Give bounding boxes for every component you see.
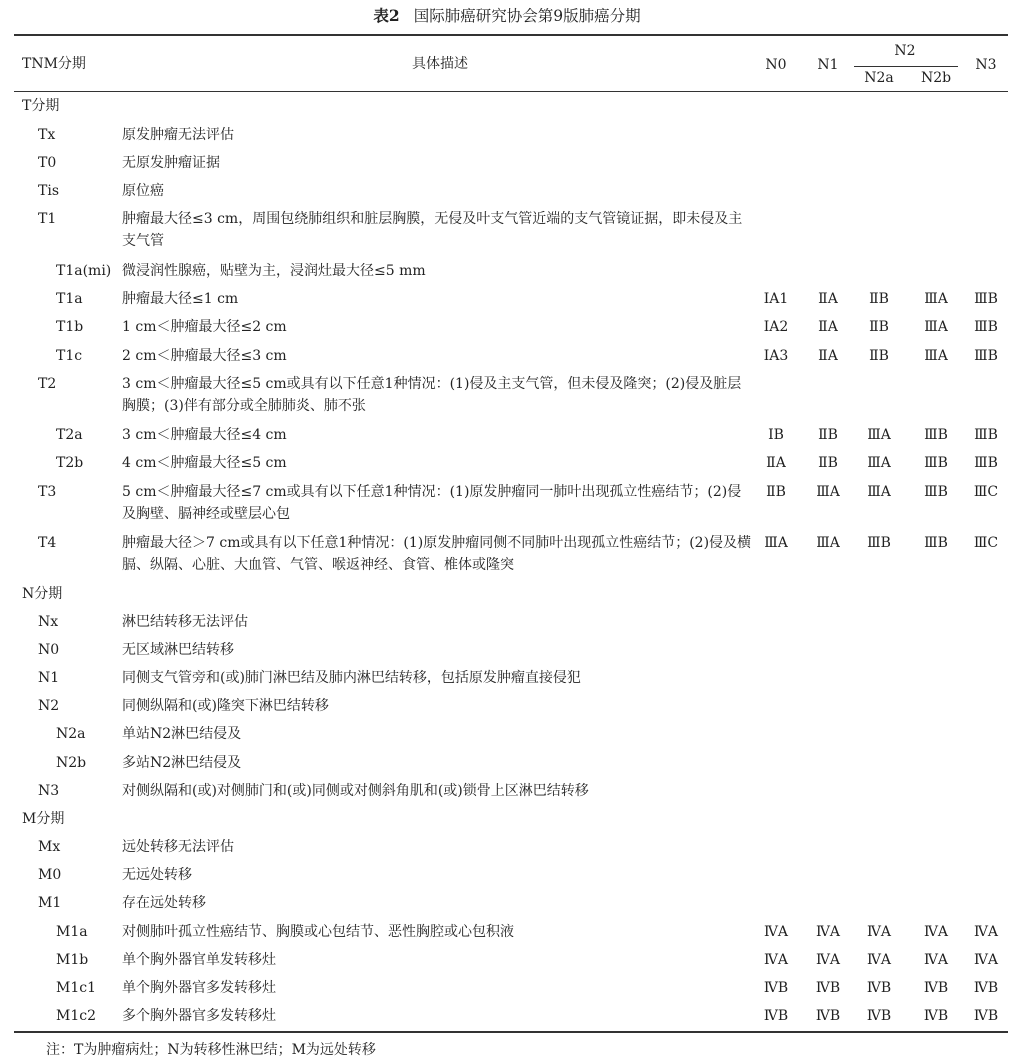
stage-cell-n3: ⅢB	[974, 319, 998, 335]
stage-description: 多个胸外器官多发转移灶	[122, 1008, 276, 1024]
header-rule	[14, 91, 1008, 92]
table-number: 表2	[373, 6, 400, 25]
stage-description: 3 cm＜肿瘤最大径≤4 cm	[122, 427, 287, 443]
stage-cell-n1: ⅣA	[815, 924, 841, 940]
stage-cell-n2a: ⅡB	[869, 348, 889, 364]
stage-cell-n2a: ⅢA	[867, 427, 891, 443]
stage-cell-n0: ⅣA	[763, 924, 789, 940]
n2-subheader-rule	[854, 66, 958, 67]
stage-code: N2	[38, 698, 60, 714]
stage-cell-n2b: ⅣB	[923, 980, 949, 996]
stage-description: 原发肿瘤无法评估	[122, 127, 234, 143]
stage-description: 存在远处转移	[122, 895, 206, 911]
stage-code: Tis	[38, 183, 59, 199]
header-n0: N0	[765, 57, 787, 73]
stage-cell-n2a: ⅢA	[867, 455, 891, 471]
stage-code: N分期	[22, 586, 63, 602]
stage-cell-n1: ⅢA	[816, 484, 840, 500]
stage-cell-n1: ⅣB	[815, 980, 841, 996]
stage-code: T1	[38, 211, 57, 227]
header-n2: N2	[894, 43, 916, 59]
table-note: 注：T为肿瘤病灶；N为转移性淋巴结；M为远处转移	[46, 1042, 376, 1058]
stage-cell-n2a: ⅢA	[867, 484, 891, 500]
stage-cell-n0: ⅡB	[766, 484, 786, 500]
stage-cell-n3: ⅢB	[974, 455, 998, 471]
header-desc: 具体描述	[412, 56, 468, 72]
stage-description: 肿瘤最大径＞7 cm或具有以下任意1种情况：(1)原发肿瘤同侧不同肺叶出现孤立性癌结节；(2)侵及横膈、纵隔、心脏、大血管、气管、喉返神经、食管、椎体或隆突	[122, 535, 752, 573]
stage-code: T1c	[56, 348, 83, 364]
stage-cell-n1: ⅣA	[815, 952, 841, 968]
stage-cell-n3: ⅣB	[973, 980, 999, 996]
stage-code: M1	[38, 895, 62, 911]
stage-code: T4	[38, 535, 57, 551]
header-n2b: N2b	[920, 70, 952, 86]
stage-cell-n3: ⅢB	[974, 427, 998, 443]
top-rule	[14, 34, 1008, 36]
stage-cell-n2b: ⅢA	[924, 291, 948, 307]
stage-cell-n1: ⅡB	[818, 427, 838, 443]
stage-description: 2 cm＜肿瘤最大径≤3 cm	[122, 348, 287, 364]
stage-description: 对侧纵隔和(或)对侧肺门和(或)同侧或对侧斜角肌和(或)锁骨上区淋巴结转移	[122, 783, 589, 799]
stage-code: N2a	[56, 726, 86, 742]
stage-cell-n0: ⅠA3	[763, 348, 789, 364]
stage-cell-n3: ⅢB	[974, 291, 998, 307]
stage-cell-n3: ⅢC	[973, 484, 999, 500]
stage-code: T2b	[56, 455, 84, 471]
stage-description: 单个胸外器官多发转移灶	[122, 980, 276, 996]
stage-description: 原位癌	[122, 183, 164, 199]
stage-description: 3 cm＜肿瘤最大径≤5 cm或具有以下任意1种情况：(1)侵及主支气管，但未侵及隆突；(2)侵及脏层胸膜；(3)伴有部分或全肺肺炎、肺不张	[122, 376, 742, 414]
stage-cell-n0: ⅣB	[763, 1008, 789, 1024]
stage-cell-n2b: ⅢB	[924, 455, 948, 471]
header-n2a: N2a	[864, 70, 894, 86]
stage-cell-n1: ⅡB	[818, 455, 838, 471]
stage-code: T2a	[56, 427, 83, 443]
stage-code: Mx	[38, 839, 61, 855]
stage-description: 肿瘤最大径≤3 cm，周围包绕肺组织和脏层胸膜，无侵及叶支气管近端的支气管镜证据，即未侵及主支气管	[122, 211, 743, 249]
stage-code: T1a(mi)	[56, 263, 112, 279]
stage-cell-n1: ⅡA	[818, 348, 838, 364]
stage-cell-n2b: ⅣB	[923, 1008, 949, 1024]
stage-code: T2	[38, 376, 57, 392]
stage-cell-n0: ⅣB	[763, 980, 789, 996]
stage-cell-n2a: ⅣB	[866, 980, 892, 996]
stage-cell-n2a: ⅣA	[866, 924, 892, 940]
stage-description: 无区域淋巴结转移	[122, 642, 234, 658]
stage-cell-n2b: ⅢB	[924, 484, 948, 500]
stage-description: 同侧支气管旁和(或)肺门淋巴结及肺内淋巴结转移，包括原发肿瘤直接侵犯	[122, 670, 581, 686]
stage-cell-n2a: ⅡB	[869, 291, 889, 307]
stage-code: T3	[38, 484, 57, 500]
table-title	[0, 6, 1014, 26]
stage-code: M1b	[56, 952, 89, 968]
header-n3: N3	[975, 57, 997, 73]
stage-cell-n0: ⅠA1	[763, 291, 789, 307]
stage-code: N3	[38, 783, 60, 799]
stage-description: 1 cm＜肿瘤最大径≤2 cm	[122, 319, 287, 335]
stage-cell-n2b: ⅢA	[924, 348, 948, 364]
bottom-rule	[14, 1031, 1008, 1033]
stage-code: N2b	[56, 755, 87, 771]
stage-code: M1a	[56, 924, 88, 940]
stage-code: T0	[38, 155, 57, 171]
stage-cell-n1: ⅢA	[816, 535, 840, 551]
stage-cell-n0: ⅠA2	[763, 319, 789, 335]
stage-description: 单个胸外器官单发转移灶	[122, 952, 276, 968]
stage-cell-n2b: ⅣA	[923, 924, 949, 940]
stage-code: Tx	[38, 127, 56, 143]
stage-description: 淋巴结转移无法评估	[122, 614, 248, 630]
header-tnm: TNM分期	[22, 56, 86, 72]
stage-description: 微浸润性腺癌，贴壁为主，浸润灶最大径≤5 mm	[122, 263, 426, 279]
stage-description: 对侧肺叶孤立性癌结节、胸膜或心包结节、恶性胸腔或心包积液	[122, 924, 514, 940]
stage-cell-n2a: ⅡB	[869, 319, 889, 335]
stage-cell-n3: ⅣB	[973, 1008, 999, 1024]
stage-description: 无远处转移	[122, 867, 192, 883]
stage-cell-n3: ⅣA	[973, 924, 999, 940]
stage-description: 5 cm＜肿瘤最大径≤7 cm或具有以下任意1种情况：(1)原发肿瘤同一肺叶出现孤立性癌结节；(2)侵及胸壁、膈神经或壁层心包	[122, 484, 742, 522]
stage-cell-n1: ⅣB	[815, 1008, 841, 1024]
stage-cell-n0: ⅠB	[768, 427, 784, 443]
stage-code: T1a	[56, 291, 83, 307]
table-caption: 国际肺癌研究协会第9版肺癌分期	[413, 7, 641, 25]
stage-cell-n2a: ⅣB	[866, 1008, 892, 1024]
stage-cell-n2b: ⅢB	[924, 535, 948, 551]
stage-code: M0	[38, 867, 62, 883]
stage-cell-n2a: ⅢB	[867, 535, 891, 551]
stage-description: 同侧纵隔和(或)隆突下淋巴结转移	[122, 698, 329, 714]
stage-description: 单站N2淋巴结侵及	[122, 726, 242, 742]
stage-code: M分期	[22, 811, 65, 827]
stage-description: 4 cm＜肿瘤最大径≤5 cm	[122, 455, 287, 471]
stage-cell-n1: ⅡA	[818, 291, 838, 307]
stage-cell-n2b: ⅣA	[923, 952, 949, 968]
stage-cell-n2b: ⅢA	[924, 319, 948, 335]
header-n1: N1	[817, 57, 839, 73]
stage-description: 远处转移无法评估	[122, 839, 234, 855]
stage-code: N0	[38, 642, 60, 658]
stage-code: T1b	[56, 319, 84, 335]
stage-description: 肿瘤最大径≤1 cm	[122, 291, 239, 307]
stage-cell-n1: ⅡA	[818, 319, 838, 335]
stage-description: 多站N2淋巴结侵及	[122, 755, 242, 771]
stage-code: M1c2	[56, 1008, 96, 1024]
stage-cell-n2b: ⅢB	[924, 427, 948, 443]
stage-cell-n3: ⅣA	[973, 952, 999, 968]
stage-code: M1c1	[56, 980, 96, 996]
stage-cell-n2a: ⅣA	[866, 952, 892, 968]
stage-code: T分期	[22, 98, 60, 114]
stage-cell-n0: ⅣA	[763, 952, 789, 968]
stage-cell-n0: ⅡA	[766, 455, 786, 471]
stage-code: N1	[38, 670, 60, 686]
stage-cell-n3: ⅢC	[973, 535, 999, 551]
stage-cell-n0: ⅢA	[764, 535, 788, 551]
stage-cell-n3: ⅢB	[974, 348, 998, 364]
stage-code: Nx	[38, 614, 59, 630]
stage-description: 无原发肿瘤证据	[122, 155, 220, 171]
